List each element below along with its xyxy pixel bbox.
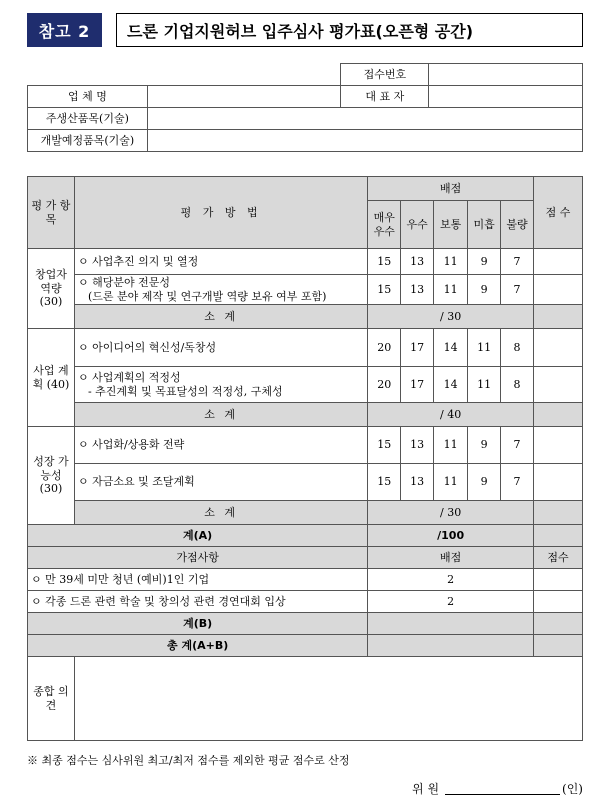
subtotal-value: / 40 — [368, 403, 534, 427]
header-item: 평 가 항 목 — [28, 177, 75, 249]
opinion-field[interactable] — [74, 657, 582, 741]
header-score: 점 수 — [534, 177, 583, 249]
grade-value: 7 — [501, 427, 534, 464]
header-method: 평 가 방 법 — [74, 177, 367, 249]
signature-suffix: (인) — [562, 782, 583, 796]
ceo-label: 대 표 자 — [341, 86, 429, 108]
section-name: 성장 가능성 (30) — [28, 427, 75, 525]
score-field[interactable] — [534, 367, 583, 403]
dev-product-field[interactable] — [147, 130, 582, 152]
subtotal-value: / 30 — [368, 501, 534, 525]
grade-value: 13 — [401, 275, 434, 305]
grade-value: 14 — [434, 329, 468, 367]
score-field[interactable] — [534, 249, 583, 275]
grade-value: 15 — [368, 464, 401, 501]
total-a-label: 계(A) — [28, 525, 368, 547]
grade-value: 13 — [401, 249, 434, 275]
section-name: 사업 계획 (40) — [28, 329, 75, 427]
grade-value: 11 — [434, 464, 468, 501]
grade-poor: 미흡 — [468, 201, 501, 249]
receipt-no-field[interactable] — [429, 64, 583, 86]
bonus-item-points: 2 — [368, 591, 534, 613]
bonus-header: 가점사항 — [28, 547, 368, 569]
grade-value: 11 — [434, 249, 468, 275]
total-a-score[interactable] — [534, 525, 583, 547]
grade-bad: 불량 — [501, 201, 534, 249]
subtotal-score[interactable] — [534, 501, 583, 525]
grand-total-points — [368, 635, 534, 657]
dev-product-label: 개발예정품목(기술) — [28, 130, 148, 152]
opinion-label: 종합 의견 — [28, 657, 75, 741]
criterion-text: ㅇ 해당분야 전문성 (드론 분야 제작 및 연구개발 역량 보유 여부 포함) — [74, 275, 367, 305]
grade-value: 9 — [468, 275, 501, 305]
grade-value: 15 — [368, 275, 401, 305]
signature-line — [412, 780, 583, 797]
grade-value: 8 — [501, 367, 534, 403]
grand-total-label: 총 계(A+B) — [28, 635, 368, 657]
company-label: 업 체 명 — [28, 86, 148, 108]
grade-value: 11 — [434, 275, 468, 305]
grade-value: 17 — [401, 367, 434, 403]
bonus-item: ㅇ 각종 드론 관련 학술 및 창의성 관련 경연대회 입상 — [28, 591, 368, 613]
grade-value: 9 — [468, 427, 501, 464]
document-title: 드론 기업지원허브 입주심사 평가표(오픈형 공간) — [116, 13, 583, 47]
grade-value: 14 — [434, 367, 468, 403]
grade-value: 11 — [468, 367, 501, 403]
reference-badge: 참고 2 — [27, 13, 102, 47]
section-name: 창업자 역량 (30) — [28, 249, 75, 329]
score-field[interactable] — [534, 427, 583, 464]
subtotal-label: 소 계 — [74, 403, 367, 427]
title-row — [27, 13, 583, 47]
score-field[interactable] — [534, 275, 583, 305]
criterion-text: ㅇ 사업추진 의지 및 열정 — [74, 249, 367, 275]
main-product-label: 주생산품목(기술) — [28, 108, 148, 130]
grade-value: 7 — [501, 249, 534, 275]
signature-prefix: 위 원 — [412, 782, 440, 796]
bonus-item: ㅇ 만 39세 미만 청년 (예비)1인 기업 — [28, 569, 368, 591]
grade-value: 11 — [468, 329, 501, 367]
grade-value: 20 — [368, 367, 401, 403]
main-product-field[interactable] — [147, 108, 582, 130]
grade-excellent: 매우 우수 — [368, 201, 401, 249]
opinion-table — [27, 656, 583, 741]
grade-value: 17 — [401, 329, 434, 367]
bonus-points-header: 배점 — [368, 547, 534, 569]
bonus-score-header: 점수 — [534, 547, 583, 569]
grade-average: 보통 — [434, 201, 468, 249]
bonus-score-field[interactable] — [534, 591, 583, 613]
grade-value: 7 — [501, 464, 534, 501]
subtotal-label: 소 계 — [74, 501, 367, 525]
grade-value: 15 — [368, 427, 401, 464]
grade-value: 8 — [501, 329, 534, 367]
total-b-points — [368, 613, 534, 635]
grade-value: 20 — [368, 329, 401, 367]
grade-value: 9 — [468, 249, 501, 275]
footnote: ※ 최종 점수는 심사위원 최고/최저 점수를 제외한 평균 점수로 산정 — [27, 754, 350, 767]
criterion-text: ㅇ 사업화/상용화 전략 — [74, 427, 367, 464]
bonus-item-points: 2 — [368, 569, 534, 591]
grade-value: 11 — [434, 427, 468, 464]
grade-value: 13 — [401, 464, 434, 501]
subtotal-label: 소 계 — [74, 305, 367, 329]
score-field[interactable] — [534, 464, 583, 501]
criterion-text: ㅇ 자금소요 및 조달계획 — [74, 464, 367, 501]
total-a-value: /100 — [368, 525, 534, 547]
grade-value: 13 — [401, 427, 434, 464]
header-points: 배점 — [368, 177, 534, 201]
grand-total-score[interactable] — [534, 635, 583, 657]
bonus-score-field[interactable] — [534, 569, 583, 591]
grade-value: 9 — [468, 464, 501, 501]
subtotal-score[interactable] — [534, 305, 583, 329]
grade-value: 15 — [368, 249, 401, 275]
company-field[interactable] — [147, 86, 341, 108]
signature-field[interactable] — [445, 782, 560, 795]
evaluation-table — [27, 176, 583, 657]
subtotal-value: / 30 — [368, 305, 534, 329]
total-b-score[interactable] — [534, 613, 583, 635]
info-table — [27, 63, 583, 152]
grade-good: 우수 — [401, 201, 434, 249]
criterion-text: ㅇ 아이디어의 혁신성/독창성 — [74, 329, 367, 367]
score-field[interactable] — [534, 329, 583, 367]
total-b-label: 계(B) — [28, 613, 368, 635]
grade-value: 7 — [501, 275, 534, 305]
criterion-text: ㅇ 사업계획의 적정성 - 추진계획 및 목표달성의 적정성, 구체성 — [74, 367, 367, 403]
ceo-field[interactable] — [429, 86, 583, 108]
subtotal-score[interactable] — [534, 403, 583, 427]
receipt-no-label: 접수번호 — [341, 64, 429, 86]
